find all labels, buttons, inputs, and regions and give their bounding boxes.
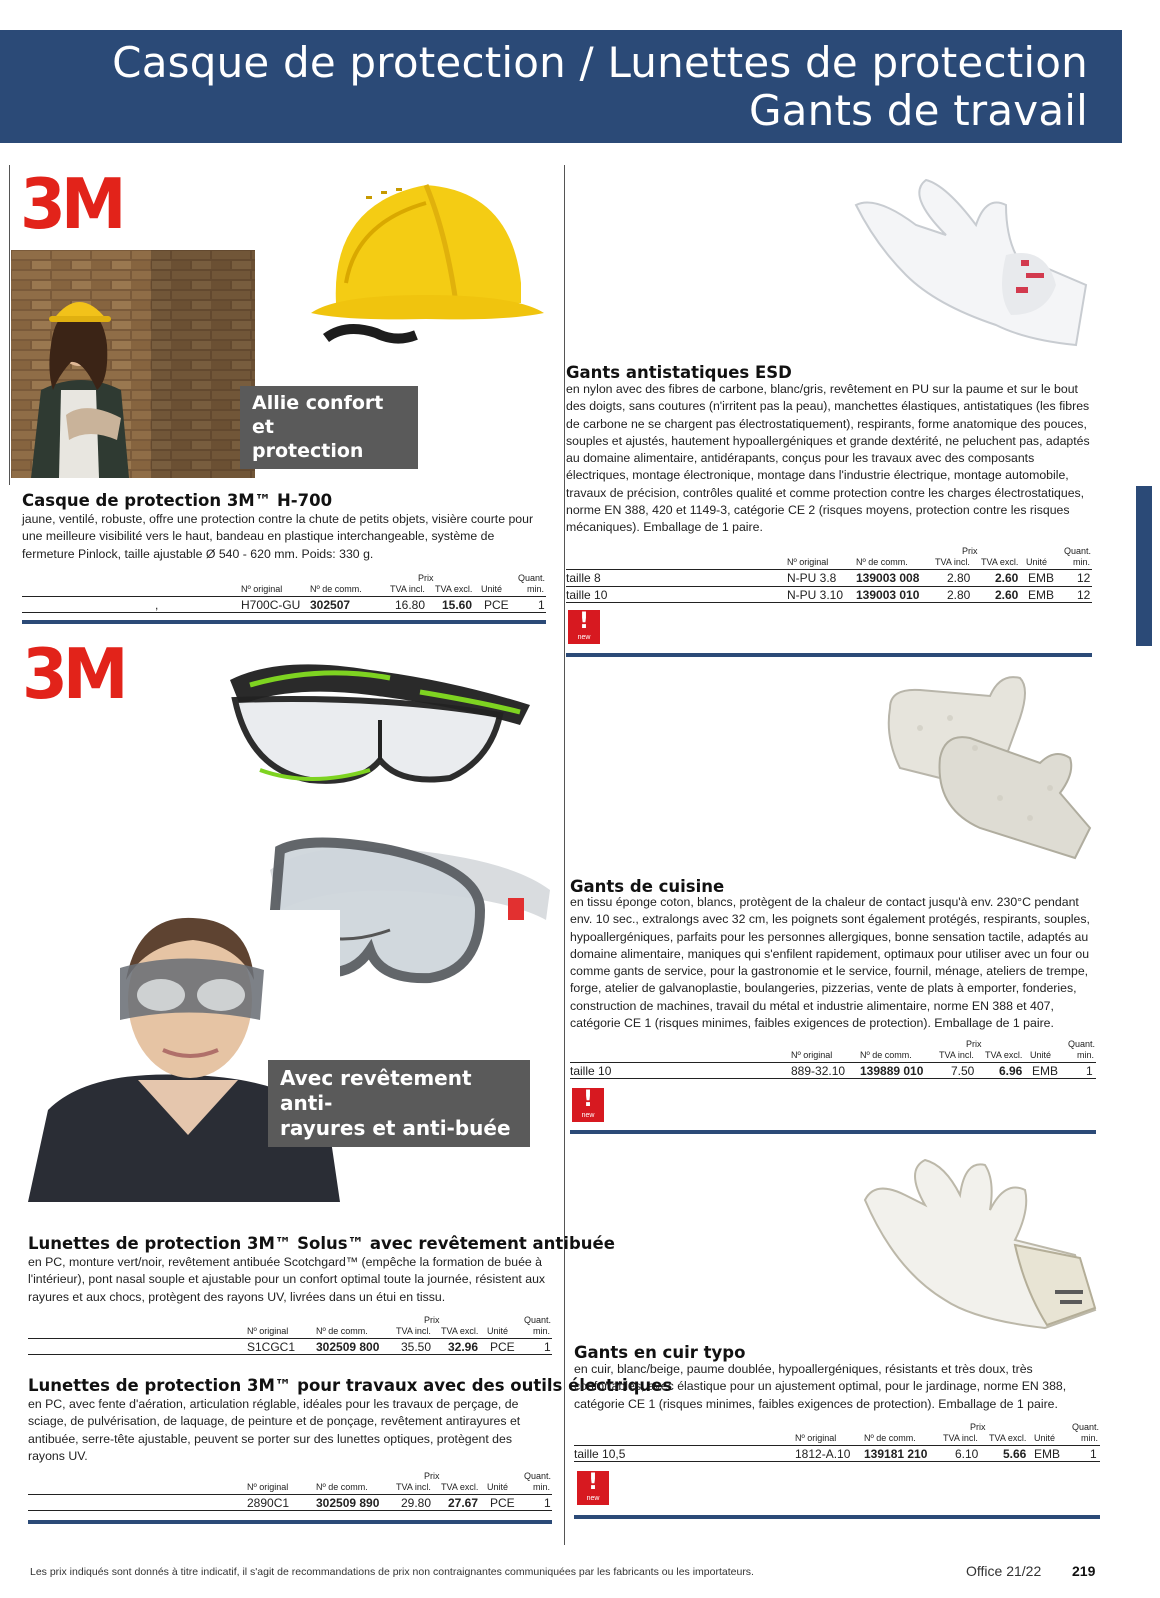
cell-tva-excl: 27.67 — [448, 1496, 479, 1510]
new-label: new — [586, 1495, 600, 1502]
col-quant: Quant. — [1064, 545, 1092, 556]
col-comm: Nº de comm. — [310, 583, 362, 594]
col-original: Nº original — [241, 583, 283, 594]
exclamation-icon: ! — [578, 609, 590, 634]
cell-unit: EMB — [1028, 588, 1055, 602]
cell-min: 12 — [1077, 588, 1091, 602]
col-tva-excl: TVA excl. — [441, 1325, 479, 1336]
col-comm: Nº de comm. — [316, 1481, 368, 1492]
col-quant: Quant. — [1068, 1038, 1096, 1049]
col-prix: Prix — [418, 572, 434, 583]
col-tva-excl: TVA excl. — [981, 556, 1019, 567]
col-min: min. — [1073, 556, 1091, 567]
exclamation-icon: ! — [587, 1470, 599, 1495]
cell-comm: 139003 010 — [856, 588, 920, 602]
cell-comm: 302509 800 — [316, 1340, 380, 1354]
cell-min: 1 — [1086, 1064, 1093, 1078]
table-row — [570, 1062, 1096, 1079]
header-banner — [0, 30, 1122, 143]
cell-original: N-PU 3.10 — [787, 588, 844, 602]
cell-tva-incl: 2.80 — [947, 571, 971, 585]
col-min: min. — [1081, 1432, 1099, 1443]
cell-tva-incl: 7.50 — [951, 1064, 975, 1078]
col-original: Nº original — [787, 556, 829, 567]
cell-tva-excl: 32.96 — [448, 1340, 479, 1354]
kitchen-description: en tissu éponge coton, blancs, protègent de la chaleur de contact jusqu'à env. 230°C pendant env. 10 sec., extralongs avec 32 cm, les poignets sont également protégés, respirants, souples, hypoallergéniques, parfaits pour les personnes allergiques, bonne sensation tactile, adaptés au domaine alimentaire, maniques qui s'enfilent rapidement, optimaux pour utiliser avec un four ou comme gants de service, pour la gastronomie et le service, fournil, ménage, ateliers de trempe, forge, atelier de galvanoplastie, boulangeries, pizzerias, vente de plats à emporter, fonderies, construction de machines, travail du métal et industrie alimentaire, norme EN 388 et 407, catégorie CE 1 (risques minimes, faibles exigences de protection). Emballage de 1 paire. — [570, 895, 1090, 1031]
col-original: Nº original — [247, 1325, 289, 1336]
section-tab — [1136, 486, 1152, 646]
cell-min: 12 — [1077, 571, 1091, 585]
table-header — [574, 1419, 1100, 1445]
cell-variant: , — [155, 598, 159, 612]
catalog-name: Office 21/22 — [966, 1563, 1042, 1579]
price-disclaimer: Les prix indiqués sont donnés à titre indicatif, il s'agit de recommandations de prix non contraignantes communiquées par les fabricants ou les importateurs. — [30, 1566, 754, 1578]
leather-title: Gants en cuir typo — [574, 1343, 746, 1362]
helmet-description: jaune, ventilé, robuste, offre une protection contre la chute de petits objets, visière courte pour une meilleure visibilité vers le haut, bandeau en plastique interchangeable, système de fermeture Pinlock, taille ajustable Ø 540 - 620 mm. Poids: 330 g. — [22, 512, 534, 561]
col-prix: Prix — [424, 1470, 440, 1481]
3m-logo: 3M — [22, 634, 124, 715]
leather-price-table — [574, 1419, 1100, 1462]
cell-comm: 139181 210 — [864, 1447, 928, 1461]
col-unite: Unité — [481, 583, 503, 594]
cell-variant: taille 10,5 — [574, 1447, 626, 1461]
cell-unit: EMB — [1028, 571, 1055, 585]
yellow-safety-helmet-image — [306, 163, 546, 363]
cell-variant: taille 10 — [566, 588, 608, 602]
section-separator — [570, 1130, 1096, 1134]
col-unite: Unité — [487, 1325, 509, 1336]
table-header — [566, 543, 1092, 569]
helmet-callout-line-2: protection — [252, 439, 364, 462]
table-row — [22, 596, 546, 613]
solus-description: en PC, monture vert/noir, revêtement antibuée Scotchgard™ (empêche la formation de buée à l'intérieur), pont nasal souple et ajustable pour un confort optimal toute la journée, résistent aux rayures et aux chocs, protègent des rayons UV, livrées dans un étui en tissu. — [28, 1255, 546, 1304]
col-tva-incl: TVA incl. — [939, 1049, 974, 1060]
table-row — [566, 569, 1092, 586]
helmet-callout-line-1: Allie confort et — [252, 392, 384, 438]
col-comm: Nº de comm. — [864, 1432, 916, 1443]
section-separator — [566, 653, 1092, 657]
kitchen-title: Gants de cuisine — [570, 877, 725, 896]
cell-comm: 139889 010 — [860, 1064, 924, 1078]
col-tva-excl: TVA excl. — [989, 1432, 1027, 1443]
solus-callout — [268, 1060, 530, 1147]
helmet-price-table — [22, 570, 546, 613]
col-quant: Quant. — [524, 1470, 552, 1481]
helmet-callout — [240, 386, 418, 469]
col-unite: Unité — [1026, 556, 1048, 567]
col-quant: Quant. — [524, 1314, 552, 1325]
col-unite: Unité — [1034, 1432, 1056, 1443]
cell-tva-incl: 6.10 — [955, 1447, 979, 1461]
col-original: Nº original — [247, 1481, 289, 1492]
table-row — [28, 1494, 552, 1511]
cell-original: N-PU 3.8 — [787, 571, 837, 585]
cell-unit: PCE — [484, 598, 509, 612]
col-prix: Prix — [962, 545, 978, 556]
col-min: min. — [533, 1481, 551, 1492]
col-prix: Prix — [970, 1421, 986, 1432]
cell-comm: 302507 — [310, 598, 351, 612]
new-label: new — [577, 634, 591, 641]
cell-min: 1 — [544, 1496, 551, 1510]
col-unite: Unité — [487, 1481, 509, 1492]
section-separator — [22, 620, 546, 624]
cell-variant: taille 10 — [570, 1064, 612, 1078]
page-number: 219 — [1072, 1563, 1096, 1579]
new-label: new — [581, 1112, 595, 1119]
page-title-line-2: Gants de travail — [748, 86, 1088, 135]
col-original: Nº original — [795, 1432, 837, 1443]
esd-glove-image — [846, 175, 1096, 350]
col-original: Nº original — [791, 1049, 833, 1060]
section-separator — [574, 1515, 1100, 1519]
esd-price-table — [566, 543, 1092, 603]
cell-tva-excl: 15.60 — [442, 598, 473, 612]
cell-min: 1 — [544, 1340, 551, 1354]
goggles-title: Lunettes de protection 3M™ pour travaux avec des outils électriques — [28, 1376, 673, 1395]
cell-unit: PCE — [490, 1496, 515, 1510]
left-column-rule — [9, 165, 10, 485]
col-unite: Unité — [1030, 1049, 1052, 1060]
solus-callout-line-1: Avec revêtement anti- — [280, 1066, 472, 1115]
table-header — [28, 1468, 552, 1494]
col-tva-excl: TVA excl. — [441, 1481, 479, 1492]
esd-description: en nylon avec des fibres de carbone, blanc/gris, revêtement en PU sur la paume et sur le bout des doigts, sans coutures (n'irritent pas la peau), manchettes élastiques, antistatiques (les fibres de carbone ne se chargent pas électrostatiquement), respirants, forme anatomique des pouces, souples et ajustés, hautement hypoallergéniques et grande dextérité, ne peluchent pas, adaptés au domaine alimentaire, antidérapants, conçus pour les travaux avec des composants électriques, montage électronique, montage dans l'industrie électrique, montage automobile, travaux de précision, contrôles qualité et comme protection contre les charges électrostatiques, norme EN 388, 420 et 1149-3, catégorie CE 2 (risques moyens, protection contre les risques mécaniques). Emballage de 1 paire. — [566, 382, 1090, 535]
col-tva-incl: TVA incl. — [390, 583, 425, 594]
col-quant: Quant. — [1072, 1421, 1100, 1432]
cell-original: 2890C1 — [247, 1496, 290, 1510]
leather-glove-image — [855, 1150, 1100, 1330]
col-quant: Quant. — [518, 572, 546, 583]
col-min: min. — [533, 1325, 551, 1336]
cell-tva-excl: 2.60 — [995, 571, 1019, 585]
cell-original: 1812-A.10 — [795, 1447, 851, 1461]
helmet-title: Casque de protection 3M™ H-700 — [22, 491, 333, 510]
exclamation-icon: ! — [582, 1087, 594, 1112]
col-tva-excl: TVA excl. — [985, 1049, 1023, 1060]
table-row — [566, 586, 1092, 603]
goggles-price-table — [28, 1468, 552, 1511]
col-min: min. — [527, 583, 545, 594]
solus-title: Lunettes de protection 3M™ Solus™ avec revêtement antibuée — [28, 1234, 615, 1253]
solus-price-table — [28, 1312, 552, 1355]
table-header — [22, 570, 546, 596]
cell-tva-excl: 2.60 — [995, 588, 1019, 602]
solus-callout-line-2: rayures et anti-buée — [280, 1116, 511, 1140]
table-row — [574, 1445, 1100, 1462]
cell-tva-excl: 6.96 — [999, 1064, 1023, 1078]
page-title-line-1: Casque de protection / Lunettes de protection — [112, 38, 1088, 87]
table-header — [28, 1312, 552, 1338]
esd-title: Gants antistatiques ESD — [566, 363, 792, 382]
col-comm: Nº de comm. — [860, 1049, 912, 1060]
cell-tva-incl: 2.80 — [947, 588, 971, 602]
woman-with-goggles-photo — [28, 910, 340, 1202]
col-comm: Nº de comm. — [316, 1325, 368, 1336]
goggles-description: en PC, avec fente d'aération, articulation réglable, idéales pour les travaux de perçage, de sciage, de pulvérisation, de laquage, de peinture et de ponçage, revêtement antirayures et antibuée, serre-tête ajustable, peuvent se porter sur des lunettes optiques, protègent des rayons UV. — [28, 1397, 521, 1463]
cell-tva-incl: 35.50 — [401, 1340, 432, 1354]
kitchen-price-table — [570, 1036, 1096, 1079]
cell-comm: 139003 008 — [856, 571, 920, 585]
column-divider — [564, 165, 565, 1545]
table-header — [570, 1036, 1096, 1062]
cell-unit: EMB — [1034, 1447, 1061, 1461]
cell-comm: 302509 890 — [316, 1496, 380, 1510]
cell-min: 1 — [1090, 1447, 1097, 1461]
col-min: min. — [1077, 1049, 1095, 1060]
solus-glasses-image — [220, 650, 540, 800]
col-tva-incl: TVA incl. — [396, 1481, 431, 1492]
col-tva-incl: TVA incl. — [943, 1432, 978, 1443]
new-badge — [568, 610, 600, 644]
worker-helmet-photo — [11, 250, 255, 478]
cell-original: 889-32.10 — [791, 1064, 846, 1078]
cell-variant: taille 8 — [566, 571, 601, 585]
col-comm: Nº de comm. — [856, 556, 908, 567]
new-badge — [572, 1088, 604, 1122]
new-badge — [577, 1471, 609, 1505]
cell-min: 1 — [538, 598, 545, 612]
cell-original: H700C-GU — [241, 598, 301, 612]
table-row — [28, 1338, 552, 1355]
col-prix: Prix — [424, 1314, 440, 1325]
cell-unit: PCE — [490, 1340, 515, 1354]
cell-original: S1CGC1 — [247, 1340, 296, 1354]
col-tva-incl: TVA incl. — [935, 556, 970, 567]
cell-tva-excl: 5.66 — [1003, 1447, 1027, 1461]
leather-description: en cuir, blanc/beige, paume doublée, hypoallergéniques, résistants et très doux, très confortables, avec élastique pour un ajustement optimal, pour le jardinage, norme EN 388, catégorie CE 1 (risques minimes, faibles exigences de protection). Emballage de 1 paire. — [574, 1362, 1067, 1411]
kitchen-mitts-image — [880, 668, 1100, 863]
col-tva-excl: TVA excl. — [435, 583, 473, 594]
cell-unit: EMB — [1032, 1064, 1059, 1078]
cell-tva-incl: 29.80 — [401, 1496, 432, 1510]
col-prix: Prix — [966, 1038, 982, 1049]
3m-logo: 3M — [20, 164, 122, 245]
section-separator — [28, 1520, 552, 1524]
cell-tva-incl: 16.80 — [395, 598, 426, 612]
col-tva-incl: TVA incl. — [396, 1325, 431, 1336]
